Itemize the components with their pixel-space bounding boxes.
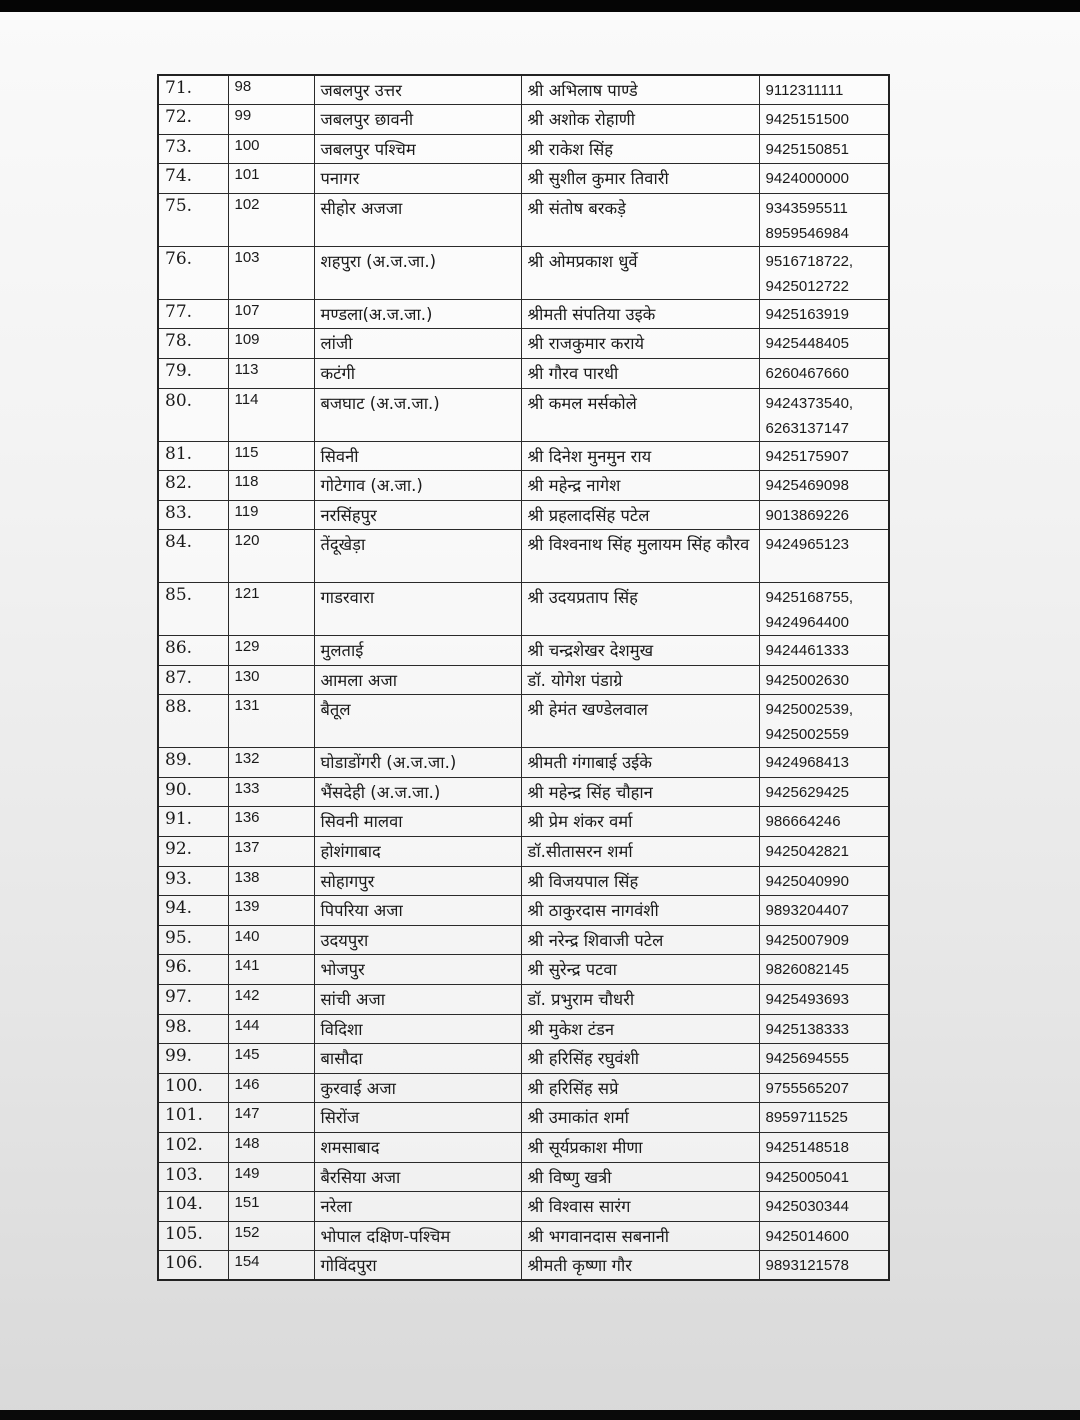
phone-number: 9425002559: [765, 726, 849, 744]
serial-number-cell: 83.: [158, 500, 228, 530]
table-row: [158, 1103, 889, 1133]
phone-cell: [759, 441, 889, 471]
constituency-cell: गोविंदपुरा: [314, 1251, 521, 1281]
assembly-number-cell: 144: [228, 1014, 314, 1044]
constituency-cell: सांची अजा: [314, 984, 521, 1014]
assembly-number-cell: 109: [228, 329, 314, 359]
assembly-number-cell: 132: [228, 748, 314, 778]
table-row: [158, 1162, 889, 1192]
serial-number-cell: 86.: [158, 636, 228, 666]
table-row: [158, 777, 889, 807]
constituency-cell: बैतूल: [314, 695, 521, 748]
serial-number-cell: 94.: [158, 896, 228, 926]
table-row: [158, 134, 889, 164]
assembly-number-cell: 142: [228, 984, 314, 1014]
serial-number-cell: 104.: [158, 1192, 228, 1222]
serial-number-cell: 82.: [158, 471, 228, 501]
assembly-number-cell: 154: [228, 1251, 314, 1281]
assembly-number-cell: 102: [228, 193, 314, 246]
serial-number-cell: 97.: [158, 984, 228, 1014]
candidate-name-cell: श्री भगवानदास सबनानी: [521, 1221, 759, 1251]
phone-number: 9425002630: [765, 671, 849, 689]
candidate-name-cell: श्री दिनेश मुनमुन राय: [521, 441, 759, 471]
candidate-list-table: [157, 74, 890, 1281]
assembly-number-cell: 141: [228, 955, 314, 985]
constituency-cell: आमला अजा: [314, 665, 521, 695]
phone-number: 9425005041: [765, 1168, 849, 1186]
serial-number-cell: 84.: [158, 530, 228, 583]
phone-number: 6263137147: [765, 419, 849, 437]
phone-cell: [759, 75, 889, 105]
phone-number: 9425163919: [765, 305, 849, 323]
assembly-number-cell: 121: [228, 583, 314, 636]
constituency-cell: जबलपुर पश्चिम: [314, 134, 521, 164]
phone-cell: [759, 193, 889, 246]
serial-number-cell: 76.: [158, 246, 228, 299]
serial-number-cell: 100.: [158, 1073, 228, 1103]
candidate-name-cell: श्री गौरव पारधी: [521, 359, 759, 389]
assembly-number-cell: 130: [228, 665, 314, 695]
phone-number: 9425030344: [765, 1198, 849, 1216]
table-row: [158, 329, 889, 359]
phone-cell: [759, 748, 889, 778]
constituency-cell: उदयपुरा: [314, 925, 521, 955]
constituency-cell: सिरोंज: [314, 1103, 521, 1133]
serial-number-cell: 99.: [158, 1044, 228, 1074]
serial-number-cell: 71.: [158, 75, 228, 105]
candidate-name-cell: श्री प्रेम शंकर वर्मा: [521, 807, 759, 837]
serial-number-cell: 73.: [158, 134, 228, 164]
phone-number: 9425042821: [765, 843, 849, 860]
phone-number: 9893121578: [765, 1257, 849, 1275]
phone-number: 9343595511: [765, 199, 848, 217]
phone-number: 9893204407: [765, 902, 849, 920]
table-row: [158, 75, 889, 105]
phone-number: 9755565207: [765, 1079, 849, 1097]
table-row: [158, 1221, 889, 1251]
assembly-number-cell: 139: [228, 896, 314, 926]
table-row: [158, 896, 889, 926]
assembly-number-cell: 101: [228, 164, 314, 194]
constituency-cell: लांजी: [314, 329, 521, 359]
phone-cell: [759, 105, 889, 135]
table-row: [158, 441, 889, 471]
assembly-number-cell: 113: [228, 359, 314, 389]
candidate-name-cell: श्री उदयप्रताप सिंह: [521, 583, 759, 636]
phone-cell: [759, 955, 889, 985]
assembly-number-cell: 148: [228, 1132, 314, 1162]
assembly-number-cell: 146: [228, 1073, 314, 1103]
constituency-cell: कटंगी: [314, 359, 521, 389]
phone-cell: [759, 984, 889, 1014]
phone-number: 9424968413: [765, 754, 849, 772]
assembly-number-cell: 149: [228, 1162, 314, 1192]
phone-cell: [759, 164, 889, 194]
phone-number: 9424373540,: [765, 394, 854, 412]
serial-number-cell: 90.: [158, 777, 228, 807]
phone-cell: [759, 299, 889, 329]
phone-cell: [759, 636, 889, 666]
serial-number-cell: 87.: [158, 665, 228, 695]
phone-number: 8959711525: [765, 1109, 848, 1127]
constituency-cell: गोटेगाव (अ.जा.): [314, 471, 521, 501]
constituency-cell: बासौदा: [314, 1044, 521, 1074]
assembly-number-cell: 118: [228, 471, 314, 501]
phone-number: 9425168755,: [765, 589, 854, 607]
table-row: [158, 955, 889, 985]
candidate-name-cell: श्री प्रहलादसिंह पटेल: [521, 500, 759, 530]
serial-number-cell: 75.: [158, 193, 228, 246]
phone-cell: [759, 695, 889, 748]
table-row: [158, 636, 889, 666]
table-row: [158, 388, 889, 441]
assembly-number-cell: 98: [228, 75, 314, 105]
candidate-name-cell: श्री सुशील कुमार तिवारी: [521, 164, 759, 194]
serial-number-cell: 88.: [158, 695, 228, 748]
assembly-number-cell: 114: [228, 388, 314, 441]
table-row: [158, 299, 889, 329]
candidate-name-cell: श्री राकेश सिंह: [521, 134, 759, 164]
phone-number: 9425148518: [765, 1138, 849, 1156]
table-row: [158, 246, 889, 299]
table-row: [158, 807, 889, 837]
phone-number: 9425138333: [765, 1020, 849, 1038]
candidate-name-cell: श्री महेन्द्र सिंह चौहान: [521, 777, 759, 807]
serial-number-cell: 106.: [158, 1251, 228, 1281]
phone-cell: [759, 1132, 889, 1162]
constituency-cell: सिवनी: [314, 441, 521, 471]
assembly-number-cell: 107: [228, 299, 314, 329]
candidate-name-cell: श्री ओमप्रकाश धुर्वे: [521, 246, 759, 299]
assembly-number-cell: 103: [228, 246, 314, 299]
serial-number-cell: 105.: [158, 1221, 228, 1251]
constituency-cell: बैरसिया अजा: [314, 1162, 521, 1192]
candidate-name-cell: डॉ.सीतासरन शर्मा: [521, 837, 759, 867]
constituency-cell: नरेला: [314, 1192, 521, 1222]
constituency-cell: मण्डला(अ.ज.जा.): [314, 299, 521, 329]
candidate-name-cell: श्री सुरेन्द्र पटवा: [521, 955, 759, 985]
assembly-number-cell: 145: [228, 1044, 314, 1074]
candidate-name-cell: श्री मुकेश टंडन: [521, 1014, 759, 1044]
constituency-cell: भोजपुर: [314, 955, 521, 985]
candidate-name-cell: श्री हरिसिंह रघुवंशी: [521, 1044, 759, 1074]
phone-cell: [759, 925, 889, 955]
top-screen-bar: [0, 0, 1080, 12]
phone-cell: [759, 807, 889, 837]
constituency-cell: भैंसदेही (अ.ज.जा.): [314, 777, 521, 807]
candidate-name-cell: श्री विजयपाल सिंह: [521, 866, 759, 896]
phone-number: 9112311111: [765, 82, 844, 99]
bottom-screen-bar: [0, 1410, 1080, 1420]
phone-cell: [759, 1044, 889, 1074]
serial-number-cell: 89.: [158, 748, 228, 778]
phone-number: 9424461333: [765, 642, 849, 660]
candidate-name-cell: श्री विष्णु खत्री: [521, 1162, 759, 1192]
phone-number: 9425694555: [765, 1050, 849, 1068]
table-row: [158, 984, 889, 1014]
phone-number: 9424000000: [765, 170, 849, 188]
constituency-cell: शहपुरा (अ.ज.जा.): [314, 246, 521, 299]
phone-cell: [759, 1251, 889, 1281]
phone-number: 9425014600: [765, 1227, 849, 1245]
phone-cell: [759, 1014, 889, 1044]
phone-number: 9425629425: [765, 783, 849, 801]
serial-number-cell: 79.: [158, 359, 228, 389]
table-row: [158, 665, 889, 695]
assembly-number-cell: 147: [228, 1103, 314, 1133]
table-row: [158, 1073, 889, 1103]
assembly-number-cell: 136: [228, 807, 314, 837]
phone-number: 9425175907: [765, 447, 849, 465]
phone-cell: [759, 1103, 889, 1133]
serial-number-cell: 103.: [158, 1162, 228, 1192]
phone-cell: [759, 329, 889, 359]
constituency-cell: मुलताई: [314, 636, 521, 666]
serial-number-cell: 78.: [158, 329, 228, 359]
constituency-cell: बजघाट (अ.ज.जा.): [314, 388, 521, 441]
table-row: [158, 193, 889, 246]
table-row: [158, 1014, 889, 1044]
constituency-cell: घोडाडोंगरी (अ.ज.जा.): [314, 748, 521, 778]
phone-cell: [759, 665, 889, 695]
phone-number: 9425002539,: [765, 701, 854, 719]
constituency-cell: विदिशा: [314, 1014, 521, 1044]
candidate-name-cell: डॉ. प्रभुराम चौधरी: [521, 984, 759, 1014]
phone-number: 9424965123: [765, 536, 849, 554]
candidate-name-cell: श्री अशोक रोहाणी: [521, 105, 759, 135]
phone-number: 9013869226: [765, 506, 849, 524]
constituency-cell: तेंदूखेड़ा: [314, 530, 521, 583]
phone-cell: [759, 583, 889, 636]
serial-number-cell: 72.: [158, 105, 228, 135]
constituency-cell: सिवनी मालवा: [314, 807, 521, 837]
phone-cell: [759, 246, 889, 299]
serial-number-cell: 85.: [158, 583, 228, 636]
phone-cell: [759, 134, 889, 164]
table-row: [158, 1251, 889, 1281]
serial-number-cell: 74.: [158, 164, 228, 194]
candidate-name-cell: श्री विश्वनाथ सिंह मुलायम सिंह कौरव: [521, 530, 759, 583]
table-row: [158, 866, 889, 896]
assembly-number-cell: 131: [228, 695, 314, 748]
constituency-cell: पनागर: [314, 164, 521, 194]
constituency-cell: सोहागपुर: [314, 866, 521, 896]
phone-number: 9424964400: [765, 614, 849, 632]
serial-number-cell: 101.: [158, 1103, 228, 1133]
phone-cell: [759, 1073, 889, 1103]
serial-number-cell: 102.: [158, 1132, 228, 1162]
constituency-cell: भोपाल दक्षिण-पश्चिम: [314, 1221, 521, 1251]
phone-number: 9425007909: [765, 931, 849, 949]
assembly-number-cell: 140: [228, 925, 314, 955]
phone-cell: [759, 837, 889, 867]
phone-number: 9425448405: [765, 335, 849, 353]
serial-number-cell: 91.: [158, 807, 228, 837]
assembly-number-cell: 151: [228, 1192, 314, 1222]
candidate-name-cell: श्री अभिलाष पाण्डे: [521, 75, 759, 105]
constituency-cell: नरसिंहपुर: [314, 500, 521, 530]
phone-number: 9425469098: [765, 477, 849, 495]
phone-cell: [759, 1221, 889, 1251]
candidate-name-cell: श्री उमाकांत शर्मा: [521, 1103, 759, 1133]
table-row: [158, 359, 889, 389]
phone-cell: [759, 1162, 889, 1192]
phone-number: 9425151500: [765, 111, 849, 129]
table-row: [158, 105, 889, 135]
table-row: [158, 530, 889, 583]
candidate-name-cell: श्री चन्द्रशेखर देशमुख: [521, 636, 759, 666]
serial-number-cell: 98.: [158, 1014, 228, 1044]
constituency-cell: जबलपुर उत्तर: [314, 75, 521, 105]
table-row: [158, 164, 889, 194]
constituency-cell: गाडरवारा: [314, 583, 521, 636]
candidate-name-cell: डॉ. योगेश पंडाग्रे: [521, 665, 759, 695]
table-row: [158, 583, 889, 636]
candidate-name-cell: श्री हरिसिंह सप्रे: [521, 1073, 759, 1103]
table-row: [158, 695, 889, 748]
assembly-number-cell: 100: [228, 134, 314, 164]
assembly-number-cell: 133: [228, 777, 314, 807]
assembly-number-cell: 137: [228, 837, 314, 867]
document-page: [157, 74, 890, 1281]
phone-cell: [759, 388, 889, 441]
phone-number: 9826082145: [765, 961, 849, 979]
phone-number: 9425150851: [765, 140, 849, 158]
assembly-number-cell: 138: [228, 866, 314, 896]
assembly-number-cell: 119: [228, 500, 314, 530]
serial-number-cell: 95.: [158, 925, 228, 955]
phone-number: 9425493693: [765, 990, 849, 1008]
constituency-cell: होशंगाबाद: [314, 837, 521, 867]
table-row: [158, 1132, 889, 1162]
phone-cell: [759, 500, 889, 530]
constituency-cell: शमसाबाद: [314, 1132, 521, 1162]
candidate-name-cell: श्री संतोष बरकड़े: [521, 193, 759, 246]
assembly-number-cell: 152: [228, 1221, 314, 1251]
serial-number-cell: 92.: [158, 837, 228, 867]
table-row: [158, 500, 889, 530]
candidate-name-cell: श्री राजकुमार कराये: [521, 329, 759, 359]
phone-number: 986664246: [765, 813, 841, 831]
candidate-name-cell: श्रीमती संपतिया उइके: [521, 299, 759, 329]
phone-cell: [759, 866, 889, 896]
serial-number-cell: 96.: [158, 955, 228, 985]
phone-number: 6260467660: [765, 365, 849, 383]
phone-cell: [759, 471, 889, 501]
serial-number-cell: 81.: [158, 441, 228, 471]
constituency-cell: कुरवाई अजा: [314, 1073, 521, 1103]
table-row: [158, 925, 889, 955]
phone-number: 9425040990: [765, 872, 849, 890]
candidate-name-cell: श्री ठाकुरदास नागवंशी: [521, 896, 759, 926]
candidate-name-cell: श्री हेमंत खण्डेलवाल: [521, 695, 759, 748]
table-row: [158, 471, 889, 501]
candidate-name-cell: श्री कमल मर्सकोले: [521, 388, 759, 441]
constituency-cell: जबलपुर छावनी: [314, 105, 521, 135]
phone-cell: [759, 777, 889, 807]
serial-number-cell: 93.: [158, 866, 228, 896]
table-row: [158, 837, 889, 867]
phone-number: 9425012722: [765, 277, 849, 295]
phone-cell: [759, 530, 889, 583]
assembly-number-cell: 99: [228, 105, 314, 135]
phone-cell: [759, 359, 889, 389]
candidate-name-cell: श्री सूर्यप्रकाश मीणा: [521, 1132, 759, 1162]
assembly-number-cell: 129: [228, 636, 314, 666]
constituency-cell: पिपरिया अजा: [314, 896, 521, 926]
constituency-cell: सीहोर अजजा: [314, 193, 521, 246]
serial-number-cell: 77.: [158, 299, 228, 329]
table-row: [158, 1044, 889, 1074]
phone-number: 9516718722,: [765, 252, 854, 270]
table-row: [158, 748, 889, 778]
phone-number: 8959546984: [765, 224, 849, 242]
candidate-name-cell: श्री नरेन्द्र शिवाजी पटेल: [521, 925, 759, 955]
table-body: [158, 75, 889, 1280]
candidate-name-cell: श्री महेन्द्र नागेश: [521, 471, 759, 501]
serial-number-cell: 80.: [158, 388, 228, 441]
assembly-number-cell: 115: [228, 441, 314, 471]
phone-cell: [759, 1192, 889, 1222]
assembly-number-cell: 120: [228, 530, 314, 583]
candidate-name-cell: श्रीमती कृष्णा गौर: [521, 1251, 759, 1281]
phone-cell: [759, 896, 889, 926]
candidate-name-cell: श्री विश्वास सारंग: [521, 1192, 759, 1222]
candidate-name-cell: श्रीमती गंगाबाई उईके: [521, 748, 759, 778]
table-row: [158, 1192, 889, 1222]
